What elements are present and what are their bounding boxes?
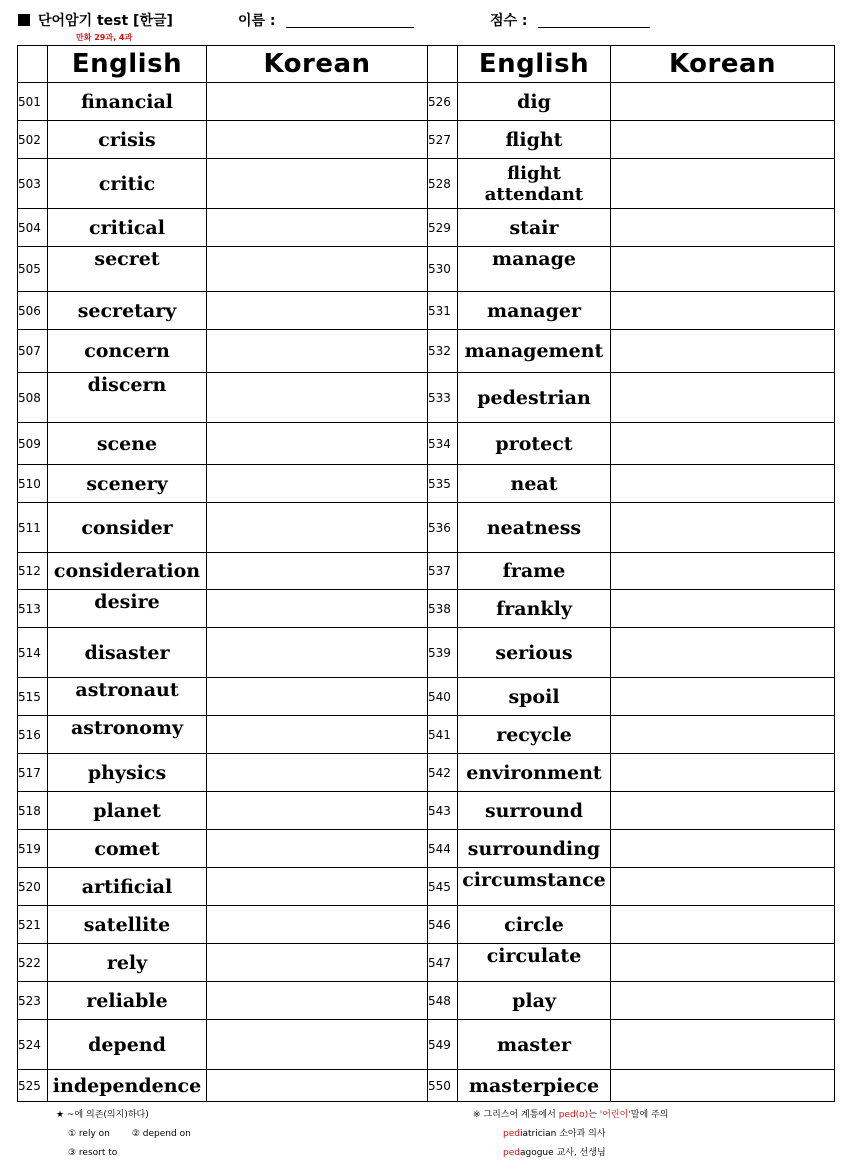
example-2-prefix: ped: [503, 1148, 520, 1158]
table-row: [18, 465, 835, 503]
english-word-right: neat: [458, 465, 611, 503]
word-number-left: 511: [18, 503, 48, 553]
korean-header-right: Korean: [611, 46, 835, 83]
korean-answer-left[interactable]: [207, 553, 428, 590]
word-number-right: 535: [428, 465, 458, 503]
korean-answer-left[interactable]: [207, 247, 428, 292]
korean-answer-right[interactable]: [611, 982, 835, 1020]
notes-right: [473, 1106, 668, 1163]
table-row: [18, 754, 835, 792]
table-row: [18, 121, 835, 159]
english-word-right: spoil: [458, 678, 611, 716]
vocab-table: [17, 45, 835, 1102]
num-header-right: [428, 46, 458, 83]
word-number-left: 504: [18, 209, 48, 247]
name-field: [238, 10, 414, 30]
korean-header-left: Korean: [207, 46, 428, 83]
word-number-right: 529: [428, 209, 458, 247]
korean-answer-right[interactable]: [611, 944, 835, 982]
english-word-left: financial: [48, 83, 207, 121]
word-number-left: 505: [18, 247, 48, 292]
english-word-right: management: [458, 330, 611, 373]
korean-answer-right[interactable]: [611, 292, 835, 330]
korean-answer-left[interactable]: [207, 944, 428, 982]
word-number-right: 541: [428, 716, 458, 754]
english-word-left: depend: [48, 1020, 207, 1070]
korean-answer-right[interactable]: [611, 1020, 835, 1070]
word-number-right: 544: [428, 830, 458, 868]
word-number-right: 531: [428, 292, 458, 330]
word-number-right: 550: [428, 1070, 458, 1102]
table-row: [18, 944, 835, 982]
score-field: [490, 10, 650, 30]
table-row: [18, 590, 835, 628]
english-word-left: consideration: [48, 553, 207, 590]
table-row: [18, 247, 835, 292]
word-number-left: 506: [18, 292, 48, 330]
english-word-right: master: [458, 1020, 611, 1070]
english-word-left: concern: [48, 330, 207, 373]
word-number-right: 534: [428, 423, 458, 465]
korean-answer-right[interactable]: [611, 503, 835, 553]
korean-answer-right[interactable]: [611, 121, 835, 159]
english-word-left: disaster: [48, 628, 207, 678]
korean-answer-left[interactable]: [207, 716, 428, 754]
english-word-left: planet: [48, 792, 207, 830]
english-word-left: consider: [48, 503, 207, 553]
word-number-left: 521: [18, 906, 48, 944]
note-right-text-c: 말에 주의: [630, 1110, 669, 1120]
english-word-left: independence: [48, 1070, 207, 1102]
korean-answer-left[interactable]: [207, 121, 428, 159]
english-word-left: comet: [48, 830, 207, 868]
table-row: [18, 830, 835, 868]
word-number-right: 530: [428, 247, 458, 292]
korean-answer-left[interactable]: [207, 373, 428, 423]
korean-answer-right[interactable]: [611, 209, 835, 247]
word-number-left: 517: [18, 754, 48, 792]
table-header-row: [18, 46, 835, 83]
table-row: [18, 678, 835, 716]
korean-answer-right[interactable]: [611, 628, 835, 678]
note-left-items: [56, 1125, 191, 1144]
korean-answer-right[interactable]: [611, 247, 835, 292]
note-right-example-2: [473, 1144, 668, 1163]
korean-answer-right[interactable]: [611, 716, 835, 754]
word-number-left: 522: [18, 944, 48, 982]
note-right-red-2: '어린이': [599, 1110, 631, 1120]
note-item-1: ① rely on: [68, 1129, 110, 1139]
english-word-left: physics: [48, 754, 207, 792]
english-header-left: English: [48, 46, 207, 83]
word-number-right: 528: [428, 159, 458, 209]
word-number-left: 510: [18, 465, 48, 503]
english-word-left: secret: [48, 247, 207, 292]
example-2-rest: agogue 교사, 선생님: [519, 1148, 606, 1158]
word-number-left: 501: [18, 83, 48, 121]
word-number-right: 527: [428, 121, 458, 159]
table-row: [18, 159, 835, 209]
note-item-3: ③ resort to: [68, 1148, 118, 1158]
table-row: [18, 83, 835, 121]
word-number-right: 543: [428, 792, 458, 830]
english-word-right: frankly: [458, 590, 611, 628]
name-label: 이름 :: [238, 13, 276, 29]
english-word-left: artificial: [48, 868, 207, 906]
word-number-left: 519: [18, 830, 48, 868]
korean-answer-left[interactable]: [207, 503, 428, 553]
word-number-right: 547: [428, 944, 458, 982]
english-word-left: critic: [48, 159, 207, 209]
korean-answer-right[interactable]: [611, 590, 835, 628]
english-word-right: circumstance: [458, 868, 611, 906]
english-word-right: environment: [458, 754, 611, 792]
note-right-heading: [473, 1106, 668, 1125]
word-number-right: 539: [428, 628, 458, 678]
word-number-right: 542: [428, 754, 458, 792]
english-header-right: English: [458, 46, 611, 83]
korean-answer-right[interactable]: [611, 330, 835, 373]
korean-answer-left[interactable]: [207, 330, 428, 373]
english-word-left: satellite: [48, 906, 207, 944]
table-body: [18, 83, 835, 1102]
korean-answer-left[interactable]: [207, 906, 428, 944]
note-right-text-b: 는: [588, 1110, 600, 1120]
korean-answer-left[interactable]: [207, 423, 428, 465]
word-number-left: 507: [18, 330, 48, 373]
example-1-prefix: ped: [503, 1129, 520, 1139]
word-number-right: 538: [428, 590, 458, 628]
notes-left: [56, 1106, 191, 1163]
note-right-text-a: ※ 그리스어 계통에서: [473, 1110, 559, 1120]
korean-answer-left[interactable]: [207, 292, 428, 330]
table-row: [18, 373, 835, 423]
word-number-left: 525: [18, 1070, 48, 1102]
korean-answer-left[interactable]: [207, 590, 428, 628]
score-label: 점수 :: [490, 13, 528, 29]
word-number-right: 533: [428, 373, 458, 423]
korean-answer-left[interactable]: [207, 754, 428, 792]
table-row: [18, 868, 835, 906]
word-number-right: 536: [428, 503, 458, 553]
english-word-left: discern: [48, 373, 207, 423]
english-word-right: neatness: [458, 503, 611, 553]
word-number-left: 515: [18, 678, 48, 716]
english-word-left: secretary: [48, 292, 207, 330]
word-number-left: 516: [18, 716, 48, 754]
word-number-left: 513: [18, 590, 48, 628]
korean-answer-right[interactable]: [611, 868, 835, 906]
english-word-left: scene: [48, 423, 207, 465]
korean-answer-left[interactable]: [207, 678, 428, 716]
word-number-left: 520: [18, 868, 48, 906]
english-word-right: surrounding: [458, 830, 611, 868]
korean-answer-right[interactable]: [611, 830, 835, 868]
english-word-right: flight attendant: [458, 159, 611, 209]
word-number-right: 532: [428, 330, 458, 373]
word-number-left: 502: [18, 121, 48, 159]
korean-answer-left[interactable]: [207, 465, 428, 503]
english-word-right: protect: [458, 423, 611, 465]
korean-answer-left[interactable]: [207, 868, 428, 906]
korean-answer-right[interactable]: [611, 1070, 835, 1102]
test-title: [18, 10, 173, 30]
word-number-left: 512: [18, 553, 48, 590]
english-word-right: manage: [458, 247, 611, 292]
table-row: [18, 423, 835, 465]
english-word-right: recycle: [458, 716, 611, 754]
word-number-right: 540: [428, 678, 458, 716]
english-word-right: serious: [458, 628, 611, 678]
word-number-left: 508: [18, 373, 48, 423]
word-number-right: 546: [428, 906, 458, 944]
korean-answer-right[interactable]: [611, 553, 835, 590]
table-row: [18, 716, 835, 754]
note-right-red-1: ped(o): [558, 1110, 589, 1120]
korean-answer-left[interactable]: [207, 159, 428, 209]
table-row: [18, 628, 835, 678]
table-row: [18, 553, 835, 590]
korean-answer-right[interactable]: [611, 678, 835, 716]
korean-answer-left[interactable]: [207, 830, 428, 868]
table-row: [18, 1020, 835, 1070]
korean-answer-left[interactable]: [207, 1020, 428, 1070]
english-word-right: manager: [458, 292, 611, 330]
korean-answer-left[interactable]: [207, 1070, 428, 1102]
note-left-heading: ★ ~에 의존(의지)하다): [56, 1110, 149, 1120]
korean-answer-right[interactable]: [611, 906, 835, 944]
table-row: [18, 906, 835, 944]
english-word-right: dig: [458, 83, 611, 121]
korean-answer-right[interactable]: [611, 159, 835, 209]
score-blank-line[interactable]: [538, 27, 650, 28]
word-number-right: 549: [428, 1020, 458, 1070]
page-header: [18, 10, 848, 42]
korean-answer-right[interactable]: [611, 754, 835, 792]
english-word-left: reliable: [48, 982, 207, 1020]
table-row: [18, 1070, 835, 1102]
table-row: [18, 330, 835, 373]
note-item-2: ② depend on: [131, 1129, 191, 1139]
korean-answer-left[interactable]: [207, 982, 428, 1020]
table-row: [18, 982, 835, 1020]
english-word-right: flight: [458, 121, 611, 159]
example-1-rest: iatrician 소아과 의사: [519, 1129, 606, 1139]
lesson-subtitle: 만화 29과, 4과: [76, 33, 133, 42]
note-right-example-1: [473, 1125, 668, 1144]
table-row: [18, 792, 835, 830]
english-word-right: frame: [458, 553, 611, 590]
word-number-left: 518: [18, 792, 48, 830]
korean-answer-right[interactable]: [611, 83, 835, 121]
korean-answer-right[interactable]: [611, 423, 835, 465]
english-word-left: astronomy: [48, 716, 207, 754]
table-row: [18, 209, 835, 247]
word-number-right: 526: [428, 83, 458, 121]
korean-answer-left[interactable]: [207, 209, 428, 247]
english-word-right: play: [458, 982, 611, 1020]
english-word-right: masterpiece: [458, 1070, 611, 1102]
english-word-left: astronaut: [48, 678, 207, 716]
korean-answer-right[interactable]: [611, 792, 835, 830]
test-title-text: 단어암기 test [한글]: [38, 13, 173, 29]
english-word-right: circle: [458, 906, 611, 944]
word-number-left: 503: [18, 159, 48, 209]
korean-answer-left[interactable]: [207, 83, 428, 121]
english-word-left: desire: [48, 590, 207, 628]
table-row: [18, 292, 835, 330]
english-word-left: scenery: [48, 465, 207, 503]
word-number-left: 524: [18, 1020, 48, 1070]
korean-answer-left[interactable]: [207, 628, 428, 678]
english-word-left: rely: [48, 944, 207, 982]
english-word-right: surround: [458, 792, 611, 830]
english-word-right: pedestrian: [458, 373, 611, 423]
table-row: [18, 503, 835, 553]
word-number-right: 545: [428, 868, 458, 906]
korean-answer-right[interactable]: [611, 465, 835, 503]
word-number-left: 523: [18, 982, 48, 1020]
word-number-left: 514: [18, 628, 48, 678]
square-bullet-icon: [18, 14, 30, 26]
korean-answer-right[interactable]: [611, 373, 835, 423]
word-number-left: 509: [18, 423, 48, 465]
korean-answer-left[interactable]: [207, 792, 428, 830]
word-number-right: 537: [428, 553, 458, 590]
num-header-left: [18, 46, 48, 83]
english-word-right: stair: [458, 209, 611, 247]
english-word-left: critical: [48, 209, 207, 247]
english-word-left: crisis: [48, 121, 207, 159]
english-word-right: circulate: [458, 944, 611, 982]
name-blank-line[interactable]: [286, 27, 414, 28]
word-number-right: 548: [428, 982, 458, 1020]
